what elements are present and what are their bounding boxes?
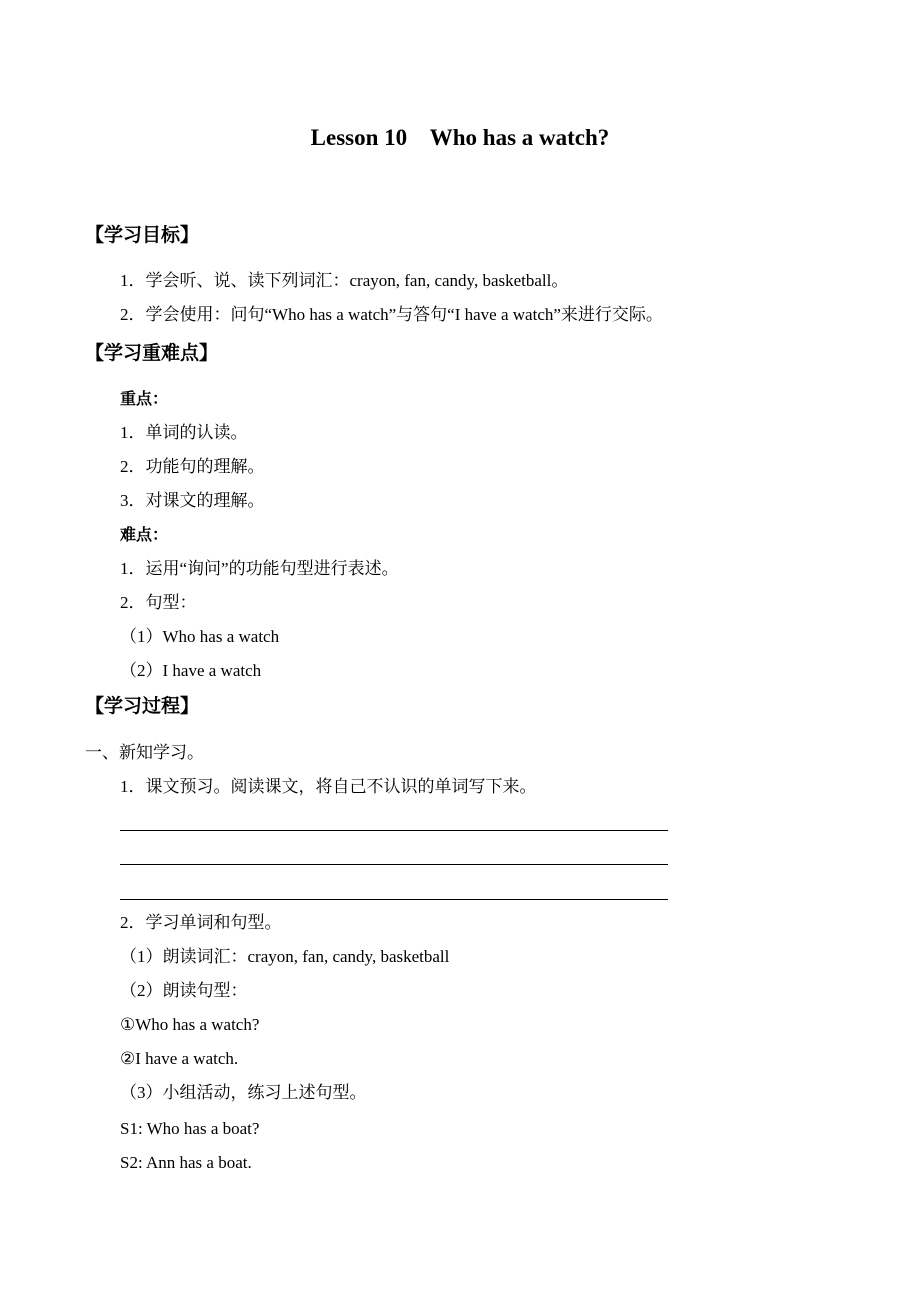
- step2-item-5: （3）小组活动，练习上述句型。: [120, 1083, 367, 1102]
- difficulty-item-2: 2．句型：: [120, 593, 197, 612]
- focus-label: 重点：: [120, 389, 169, 408]
- step1-text: 1．课文预习。阅读课文，将自己不认识的单词写下来。: [120, 777, 537, 796]
- section-heading-key-points: 【学习重难点】: [85, 342, 219, 364]
- focus-item-1: 1．单词的认读。: [120, 423, 248, 442]
- goal-item-1: 1．学会听、说、读下列词汇：crayon, fan, candy, basketball。: [120, 271, 569, 290]
- step2-item-3: ①Who has a watch?: [120, 1015, 260, 1034]
- answer-blank-line-2[interactable]: [120, 864, 668, 865]
- focus-item-3: 3．对课文的理解。: [120, 491, 265, 510]
- answer-blank-line-3[interactable]: [120, 899, 668, 900]
- part1-title: 一、新知学习。: [85, 743, 204, 762]
- step2-item-2: （2）朗读句型：: [120, 981, 248, 1000]
- difficulty-item-4: （2）I have a watch: [120, 661, 262, 680]
- focus-item-2: 2．功能句的理解。: [120, 457, 265, 476]
- step2-item-4: ②I have a watch.: [120, 1049, 239, 1068]
- goal-item-2: 2．学会使用：问句“Who has a watch”与答句“I have a watch”来进行交际。: [120, 305, 663, 324]
- difficulty-label: 难点：: [120, 525, 169, 544]
- step2-item-1: （1）朗读词汇：crayon, fan, candy, basketball: [120, 947, 450, 966]
- answer-blank-line-1[interactable]: [120, 830, 668, 831]
- step2-text: 2．学习单词和句型。: [120, 913, 282, 932]
- step2-item-7: S2: Ann has a boat.: [120, 1153, 252, 1172]
- difficulty-item-1: 1．运用“询问”的功能句型进行表述。: [120, 559, 399, 578]
- section-heading-goals: 【学习目标】: [85, 224, 200, 246]
- lesson-title: Lesson 10 Who has a watch?: [310, 125, 610, 150]
- section-heading-process: 【学习过程】: [85, 695, 200, 717]
- difficulty-item-3: （1）Who has a watch: [120, 627, 280, 646]
- step2-item-6: S1: Who has a boat?: [120, 1119, 260, 1138]
